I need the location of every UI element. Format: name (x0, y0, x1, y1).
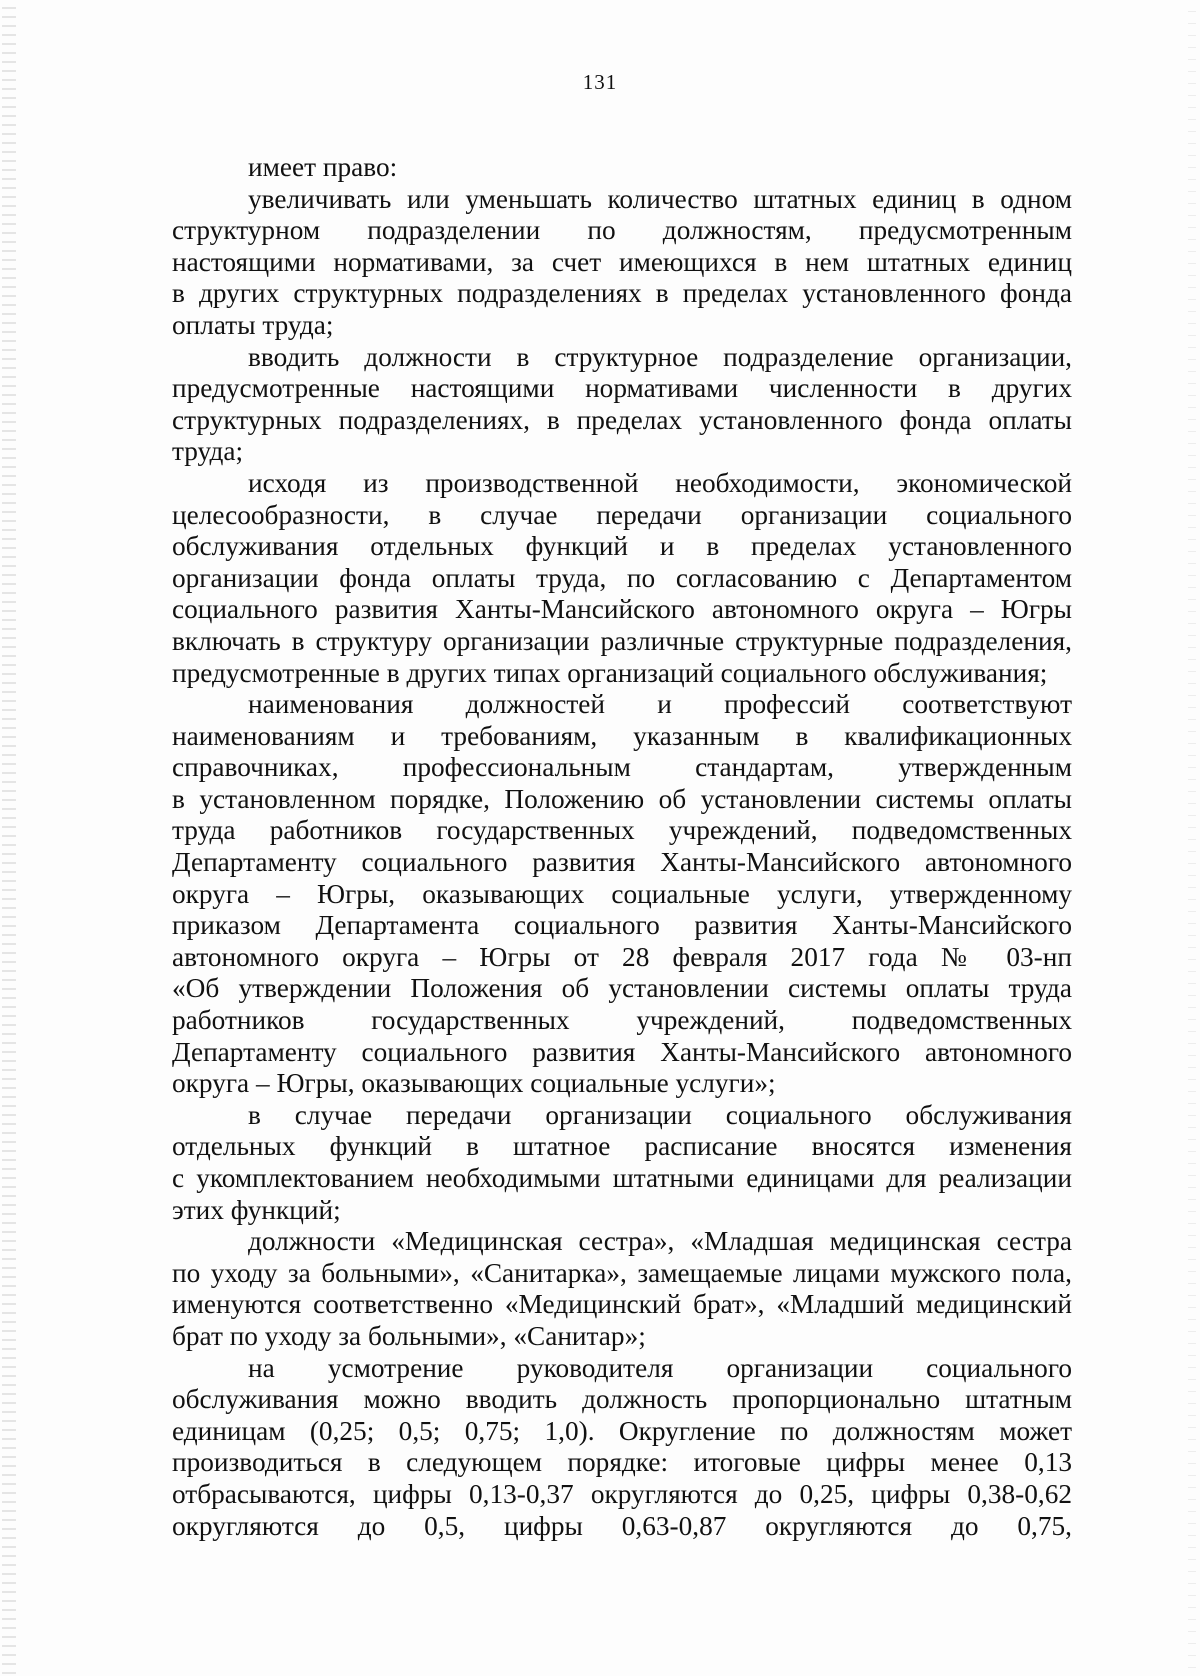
scan-edge-left (2, 0, 16, 1676)
text-line: Департаменту социального развития Ханты-Мансийского автономного (172, 847, 1072, 878)
text-line: производиться в следующем порядке: итоговые цифры менее 0,13 (172, 1447, 1072, 1478)
text-line: справочниках, профессиональным стандартам, утвержденным (172, 752, 1072, 783)
text-line: наименованиям и требованиям, указанным в квалификационных (172, 720, 1072, 751)
text-line: целесообразности, в случае передачи организации социального (172, 499, 1072, 530)
text-line: структурных подразделениях, в пределах установленного фонда оплаты (172, 404, 1072, 435)
text-line: в других структурных подразделениях в пределах установленного фонда (172, 278, 1072, 309)
text-line: округляются до 0,5, цифры 0,63-0,87 округляются до 0,75, (172, 1510, 1072, 1541)
text-line: увеличивать или уменьшать количество штатных единиц в одном (248, 183, 1072, 214)
text-line: отдельных функций в штатное расписание вносятся изменения (172, 1131, 1072, 1162)
text-line: в случае передачи организации социального обслуживания (248, 1099, 1072, 1130)
text-line: отбрасываются, цифры 0,13-0,37 округляются до 0,25, цифры 0,38-0,62 (172, 1478, 1072, 1509)
text-line: предусмотренные в других типах организаций социального обслуживания; (172, 657, 1048, 688)
text-line: включать в структуру организации различные структурные подразделения, (172, 625, 1072, 656)
text-line: труда; (172, 436, 244, 467)
text-line: обслуживания можно вводить должность пропорционально штатным (172, 1384, 1072, 1415)
text-line: наименования должностей и профессий соответствуют (248, 689, 1072, 720)
text-line: брат по уходу за больными», «Санитар»; (172, 1320, 646, 1351)
text-line: должности «Медицинская сестра», «Младшая медицинская сестра (248, 1226, 1072, 1257)
document-body (172, 152, 1072, 1542)
text-line: по уходу за больными», «Санитарка», замещаемые лицами мужского пола, (172, 1257, 1072, 1288)
text-line: в установленном порядке, Положению об установлении системы оплаты (172, 783, 1072, 814)
text-line: Департаменту социального развития Ханты-Мансийского автономного (172, 1036, 1072, 1067)
text-line: вводить должности в структурное подразделение организации, (248, 341, 1072, 372)
text-line: оплаты труда; (172, 309, 334, 340)
text-line: приказом Департамента социального развития Ханты-Мансийского (172, 910, 1072, 941)
text-line: округа – Югры, оказывающих социальные услуги»; (172, 1068, 776, 1099)
text-line: социального развития Ханты-Мансийского автономного округа – Югры (172, 594, 1072, 625)
text-line: исходя из производственной необходимости, экономической (248, 467, 1072, 498)
text-line: обслуживания отдельных функций и в пределах установленного (172, 531, 1072, 562)
text-line: автономного округа – Югры от 28 февраля 2017 года № 03-нп (172, 941, 1072, 972)
text-line: имеет право: (248, 152, 398, 182)
text-line: именуются соответственно «Медицинский брат», «Младший медицинский (172, 1289, 1072, 1320)
text-line: структурном подразделении по должностям, предусмотренным (172, 215, 1072, 246)
text-line: работников государственных учреждений, подведомственных (172, 1005, 1072, 1036)
scan-edge-right (1188, 0, 1196, 1676)
text-line: «Об утверждении Положения об установлении системы оплаты труда (172, 973, 1072, 1004)
text-line: труда работников государственных учреждений, подведомственных (172, 815, 1072, 846)
text-line: организации фонда оплаты труда, по согласованию с Департаментом (172, 562, 1072, 593)
text-line: предусмотренные настоящими нормативами численности в других (172, 373, 1072, 404)
text-line: округа – Югры, оказывающих социальные услуги, утвержденному (172, 878, 1072, 909)
page-number: 131 (582, 70, 618, 94)
text-line: этих функций; (172, 1194, 341, 1225)
text-line: единицам (0,25; 0,5; 0,75; 1,0). Округление по должностям может (172, 1415, 1072, 1446)
text-line: с укомплектованием необходимыми штатными единицами для реализации (172, 1163, 1072, 1193)
text-line: на усмотрение руководителя организации социального (248, 1352, 1072, 1383)
text-line: настоящими нормативами, за счет имеющихся в нем штатных единиц (172, 246, 1072, 277)
